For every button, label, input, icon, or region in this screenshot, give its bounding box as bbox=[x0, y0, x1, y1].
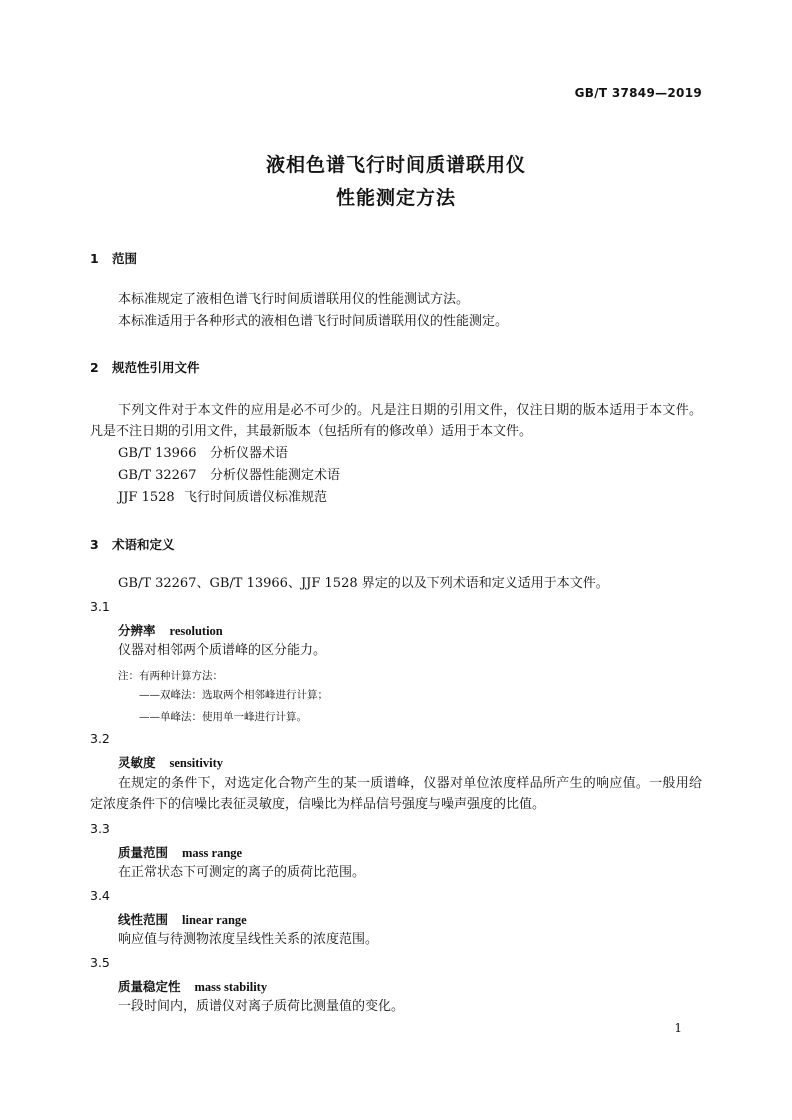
section-title: 范围 bbox=[112, 251, 138, 266]
term-en: mass stability bbox=[194, 980, 268, 994]
term-definition: 在规定的条件下，对选定化合物产生的某一质谱峰，仪器对单位浓度样品所产生的响应值。一般用给定浓度条件下的信噪比表征灵敏度，信噪比为样品信号强度与噪声强度的比值。 bbox=[90, 776, 702, 812]
section-heading-normative-references bbox=[90, 358, 200, 376]
term-heading bbox=[118, 621, 223, 639]
standard-number: GB/T 37849—2019 bbox=[574, 86, 702, 100]
note-item: ——双峰法：选取两个相邻峰进行计算； bbox=[139, 689, 328, 701]
document-title-line1: 液相色谱飞行时间质谱联用仪 bbox=[265, 154, 526, 176]
term-zh: 质量稳定性 bbox=[118, 979, 181, 994]
clause-number: 3.3 bbox=[90, 821, 110, 836]
term-zh: 线性范围 bbox=[118, 912, 169, 927]
reference-item bbox=[118, 444, 288, 464]
section-title: 术语和定义 bbox=[112, 537, 175, 552]
clause-number: 3.2 bbox=[90, 731, 110, 746]
reference-code: GB/T 32267 bbox=[118, 468, 197, 483]
paragraph: 下列文件对于本文件的应用是必不可少的。凡是注日期的引用文件，仅注日期的版本适用于本文件。凡是不注日期的引用文件，其最新版本（包括所有的修改单）适用于本文件。 bbox=[90, 403, 702, 439]
term-zh: 灵敏度 bbox=[118, 755, 156, 770]
reference-item bbox=[118, 488, 327, 508]
reference-title: 分析仪器术语 bbox=[210, 446, 289, 461]
section-title: 规范性引用文件 bbox=[112, 360, 200, 375]
document-title-line2: 性能测定方法 bbox=[335, 187, 456, 209]
clause-number: 3.5 bbox=[90, 955, 110, 970]
section-number: 2 bbox=[90, 360, 99, 375]
term-en: linear range bbox=[182, 913, 247, 927]
clause-number: 3.4 bbox=[90, 888, 110, 903]
paragraph: 本标准规定了液相色谱飞行时间质谱联用仪的性能测试方法。 bbox=[118, 292, 470, 307]
term-definition: 一段时间内，质谱仪对离子质荷比测量值的变化。 bbox=[118, 999, 405, 1014]
section-number: 3 bbox=[90, 537, 99, 552]
term-heading bbox=[118, 910, 247, 928]
reference-item bbox=[118, 466, 340, 486]
clause-number: 3.1 bbox=[90, 599, 110, 614]
term-definition: 响应值与待测物浓度呈线性关系的浓度范围。 bbox=[118, 932, 379, 947]
term-en: resolution bbox=[169, 624, 223, 638]
section-heading-scope bbox=[90, 249, 137, 267]
section-number: 1 bbox=[90, 251, 99, 266]
term-heading bbox=[118, 753, 223, 771]
reference-code: GB/T 13966 bbox=[118, 446, 197, 461]
note-item: ——单峰法：使用单一峰进行计算。 bbox=[139, 711, 307, 723]
term-definition: 在正常状态下可测定的离子的质荷比范围。 bbox=[118, 865, 366, 880]
term-heading bbox=[118, 977, 267, 995]
term-zh: 分辨率 bbox=[118, 623, 156, 638]
term-en: mass range bbox=[182, 846, 243, 860]
reference-code: JJF 1528 bbox=[118, 490, 175, 505]
paragraph: 本标准适用于各种形式的液相色谱飞行时间质谱联用仪的性能测定。 bbox=[118, 314, 509, 329]
term-zh: 质量范围 bbox=[118, 845, 169, 860]
section-heading-terms-and-definitions bbox=[90, 535, 175, 553]
term-en: sensitivity bbox=[169, 756, 223, 770]
term-heading bbox=[118, 843, 242, 861]
term-definition: 仪器对相邻两个质谱峰的区分能力。 bbox=[118, 643, 327, 658]
note-label: 注：有两种计算方法： bbox=[118, 670, 223, 682]
reference-title: 飞行时间质谱仪标准规范 bbox=[184, 490, 328, 505]
paragraph: GB/T 32267、GB/T 13966、JJF 1528 界定的以及下列术语和定义适用于本文件。 bbox=[118, 576, 609, 591]
page-number: 1 bbox=[674, 1021, 682, 1035]
reference-title: 分析仪器性能测定术语 bbox=[210, 468, 341, 483]
